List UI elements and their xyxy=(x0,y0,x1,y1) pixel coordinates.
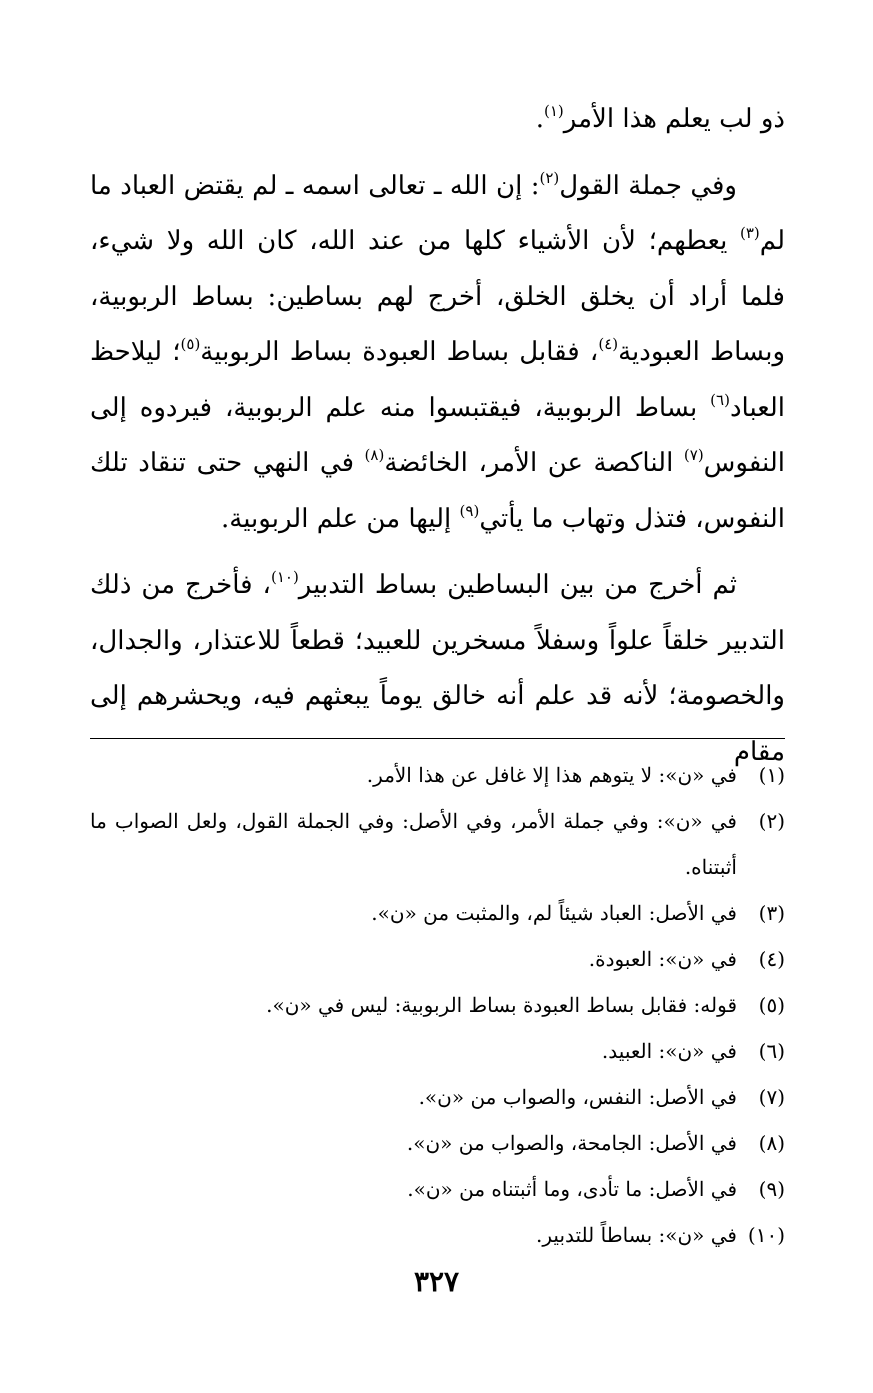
footnote-number: (٢) xyxy=(758,809,785,833)
paragraph-3-part-b: ، فأخرج من ذلك التدبير خلقاً علواً وسفلاً مسخرين للعبيد؛ قطعاً للاعتذار، والجدال، والخصومة؛ لأنه قد علم أنه خالق يوماً يبعثهم فيه، ويحشرهم إلى مقام xyxy=(90,570,785,767)
footnote-text: في «ن»: لا يتوهم هذا إلا غافل عن هذا الأمر. xyxy=(366,763,737,787)
main-text-body xyxy=(90,92,785,780)
footnote-ref-9: (٩) xyxy=(459,501,480,520)
footnote-text: قوله: فقابل بساط العبودة بساط الربوبية: ليس في «ن». xyxy=(266,993,737,1017)
paragraph-1 xyxy=(90,92,785,148)
footnote-ref-1: (١) xyxy=(543,102,564,120)
footnote-text: في الأصل: ما تأدى، وما أثبتناه من «ن». xyxy=(407,1177,737,1201)
footnote-3 xyxy=(90,890,785,936)
footnote-ref-2: (٢) xyxy=(539,168,560,187)
footnote-10 xyxy=(90,1212,785,1258)
footnote-number: (٣) xyxy=(758,901,785,925)
paragraph-2-part-h: في النهي حتى تنقاد تلك النفوس، فتذل وتهاب ما يأتي xyxy=(90,448,785,534)
footnote-ref-6: (٦) xyxy=(710,390,730,409)
footnote-ref-3: (٣) xyxy=(739,224,760,242)
footnote-number: (٤) xyxy=(758,947,785,971)
footnote-5 xyxy=(90,982,785,1028)
paragraph-2-part-c: يعطهم؛ لأن الأشياء كلها من عند الله، كان الله ولا شيء، فلما أراد أن يخلق الخلق، أخرج لهم بساطين: بساط الربوبية، وبساط العبودية xyxy=(90,226,785,367)
footnote-number: (٩) xyxy=(758,1177,785,1201)
footnote-text: في «ن»: العبيد. xyxy=(601,1039,737,1063)
footnote-number: (١) xyxy=(758,763,785,787)
footnote-number: (٧) xyxy=(758,1085,785,1109)
footnote-4 xyxy=(90,936,785,982)
paragraph-3-part-a: ثم أخرج من بين البساطين بساط التدبير xyxy=(298,570,737,600)
footnote-number: (٨) xyxy=(758,1131,785,1155)
footnote-text: في «ن»: بساطاً للتدبير. xyxy=(536,1223,737,1247)
paragraph-2-part-f: بساط الربوبية، فيقتبسوا منه علم الربوبية، فيردوه إلى النفوس xyxy=(90,392,785,478)
paragraph-3 xyxy=(90,558,785,780)
footnote-1 xyxy=(90,752,785,798)
footnote-ref-4: (٤) xyxy=(598,335,619,353)
footnote-ref-7: (٧) xyxy=(683,446,704,464)
footnote-text: في «ن»: وفي جملة الأمر، وفي الأصل: وفي الجملة القول، ولعل الصواب ما أثبتناه. xyxy=(90,809,737,879)
footnote-7 xyxy=(90,1074,785,1120)
paragraph-2 xyxy=(90,159,785,548)
paragraph-2-part-g: الناكصة عن الأمر، الخائضة xyxy=(384,448,684,478)
footnote-6 xyxy=(90,1028,785,1074)
paragraph-1-text: ذو لب يعلم هذا الأمر xyxy=(563,104,785,134)
paragraph-2-part-e: ؛ ليلاحظ العباد xyxy=(90,337,785,423)
footnote-ref-5: (٥) xyxy=(180,335,201,353)
footnote-8 xyxy=(90,1120,785,1166)
footnote-separator xyxy=(90,738,785,739)
footnote-text: في الأصل: النفس، والصواب من «ن». xyxy=(418,1085,737,1109)
footnote-text: في الأصل: العباد شيئاً لم، والمثبت من «ن». xyxy=(371,901,737,925)
footnote-ref-10: (١٠) xyxy=(270,568,299,586)
paragraph-2-part-d: ، فقابل بساط العبودة بساط الربوبية xyxy=(200,337,599,367)
paragraph-2-part-i: إليها من علم الربوبية. xyxy=(221,503,460,534)
footnote-number: (٥) xyxy=(758,993,785,1017)
footnote-text: في «ن»: العبودة. xyxy=(588,947,737,971)
page-number: ٣٢٧ xyxy=(413,1265,460,1298)
paragraph-2-part-a: وفي جملة القول xyxy=(559,170,737,201)
footnote-ref-8: (٨) xyxy=(364,446,385,464)
footnote-text: في الأصل: الجامحة، والصواب من «ن». xyxy=(406,1131,737,1155)
footnote-number: (٦) xyxy=(758,1039,785,1063)
paragraph-2-part-b: : إن الله ـ تعالى اسمه ـ لم يقتض العباد ما لم xyxy=(90,170,785,256)
footnotes-list xyxy=(90,752,785,1258)
footnote-2 xyxy=(90,798,785,890)
footnote-9 xyxy=(90,1166,785,1212)
footnote-number: (١٠) xyxy=(747,1223,785,1247)
paragraph-1-end: . xyxy=(535,104,544,134)
